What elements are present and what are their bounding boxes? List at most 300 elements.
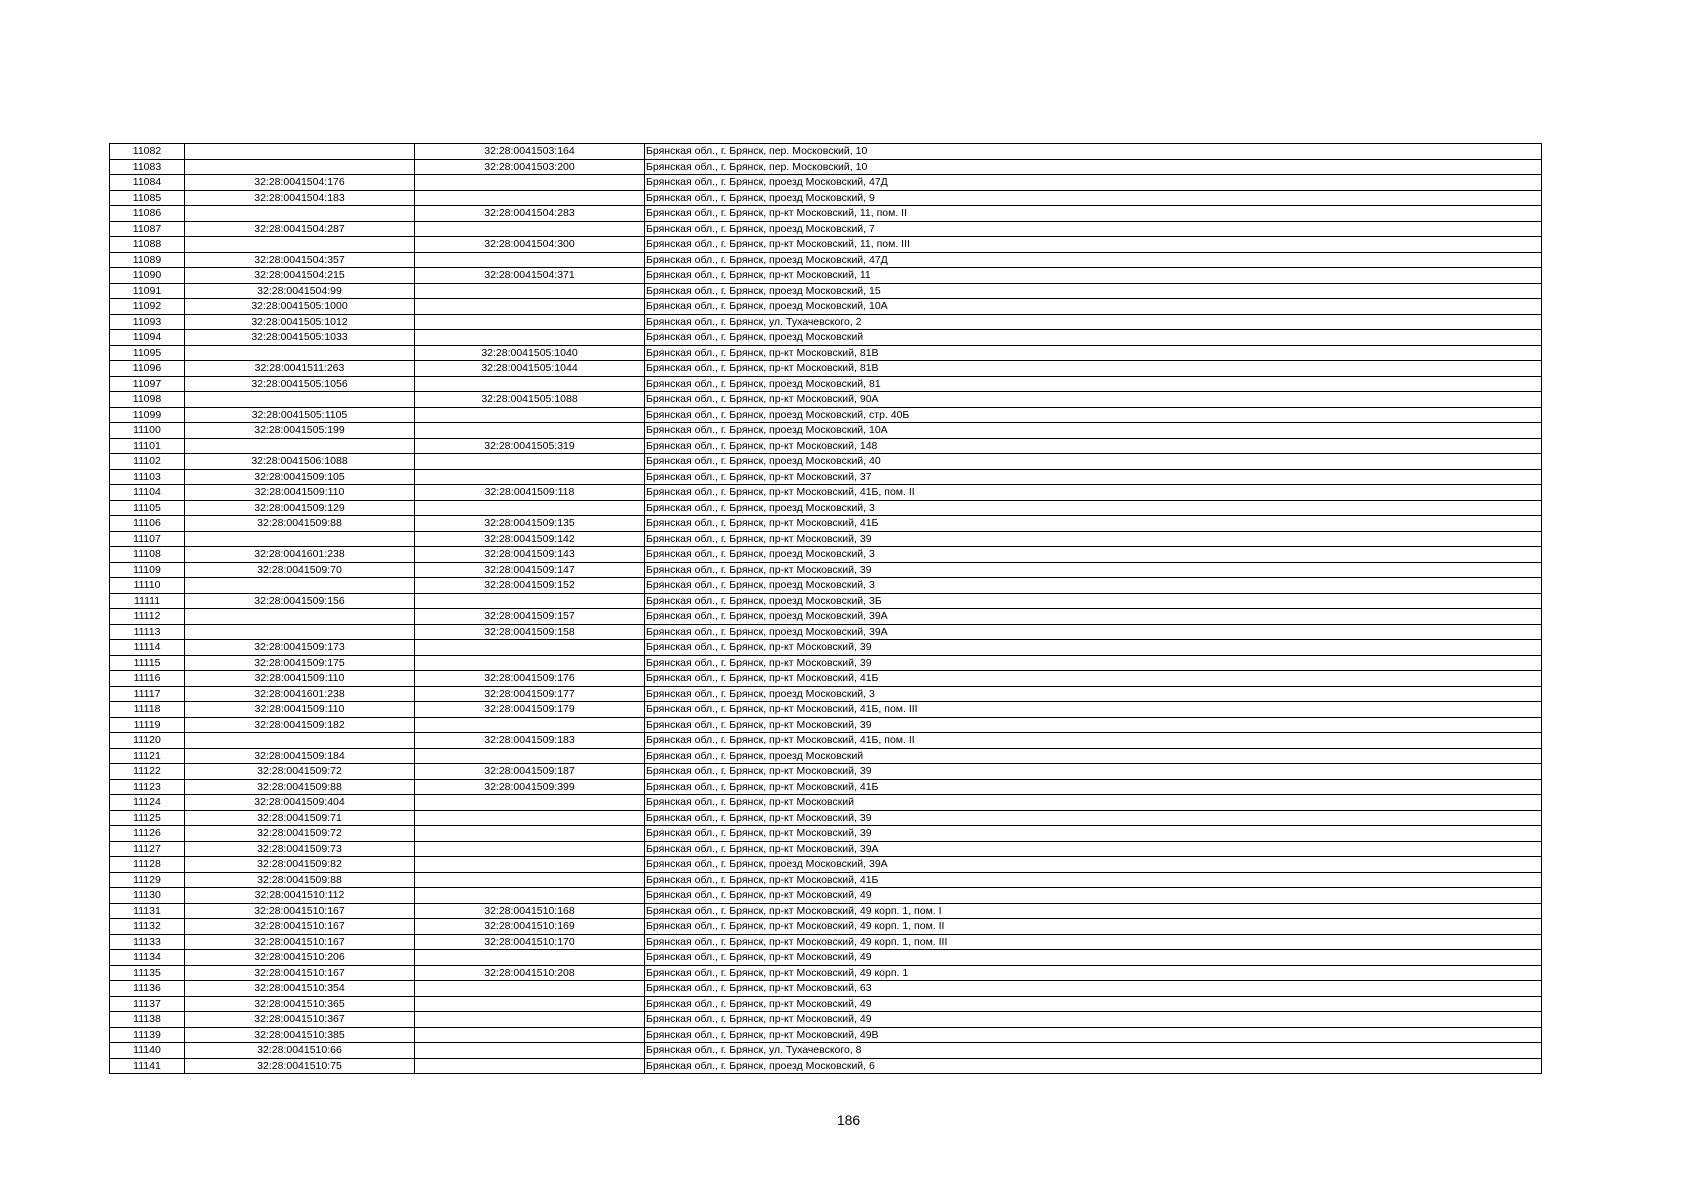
object-number-cell: [415, 841, 645, 857]
parcel-number-cell: 32:28:0041505:1056: [185, 376, 415, 392]
row-number-cell: 11114: [110, 640, 185, 656]
address-cell: Брянская обл., г. Брянск, пр-кт Московский, 41Б: [645, 779, 1542, 795]
row-number-cell: 11093: [110, 314, 185, 330]
parcel-number-cell: 32:28:0041510:354: [185, 981, 415, 997]
parcel-number-cell: 32:28:0041509:88: [185, 516, 415, 532]
object-number-cell: 32:28:0041509:157: [415, 609, 645, 625]
object-number-cell: 32:28:0041509:187: [415, 764, 645, 780]
address-cell: Брянская обл., г. Брянск, проезд Московский, 10А: [645, 299, 1542, 315]
parcel-number-cell: 32:28:0041509:182: [185, 717, 415, 733]
row-number-cell: 11131: [110, 903, 185, 919]
row-number-cell: 11087: [110, 221, 185, 237]
row-number-cell: 11094: [110, 330, 185, 346]
table-row: [110, 516, 1542, 532]
parcel-number-cell: 32:28:0041504:99: [185, 283, 415, 299]
address-cell: Брянская обл., г. Брянск, пр-кт Московский, 49: [645, 996, 1542, 1012]
parcel-number-cell: 32:28:0041506:1088: [185, 454, 415, 470]
object-number-cell: 32:28:0041505:1040: [415, 345, 645, 361]
table-row: [110, 423, 1542, 439]
row-number-cell: 11116: [110, 671, 185, 687]
row-number-cell: 11125: [110, 810, 185, 826]
address-cell: Брянская обл., г. Брянск, ул. Тухачевского, 8: [645, 1043, 1542, 1059]
row-number-cell: 11098: [110, 392, 185, 408]
address-cell: Брянская обл., г. Брянск, проезд Московский, 3: [645, 547, 1542, 563]
parcel-number-cell: 32:28:0041505:199: [185, 423, 415, 439]
parcel-number-cell: 32:28:0041505:1033: [185, 330, 415, 346]
object-number-cell: [415, 640, 645, 656]
table-row: [110, 981, 1542, 997]
parcel-number-cell: [185, 624, 415, 640]
parcel-number-cell: [185, 159, 415, 175]
parcel-number-cell: [185, 206, 415, 222]
object-number-cell: [415, 1027, 645, 1043]
address-cell: Брянская обл., г. Брянск, пер. Московский, 10: [645, 159, 1542, 175]
object-number-cell: [415, 283, 645, 299]
parcel-number-cell: 32:28:0041509:173: [185, 640, 415, 656]
object-number-cell: 32:28:0041505:319: [415, 438, 645, 454]
table-row: [110, 686, 1542, 702]
row-number-cell: 11084: [110, 175, 185, 191]
address-cell: Брянская обл., г. Брянск, пр-кт Московский, 49 корп. 1: [645, 965, 1542, 981]
parcel-number-cell: 32:28:0041504:357: [185, 252, 415, 268]
address-cell: Брянская обл., г. Брянск, проезд Московский, 3: [645, 578, 1542, 594]
address-cell: Брянская обл., г. Брянск, проезд Московский, 3: [645, 500, 1542, 516]
address-cell: Брянская обл., г. Брянск, проезд Московский, 3: [645, 686, 1542, 702]
table-row: [110, 593, 1542, 609]
address-cell: Брянская обл., г. Брянск, пр-кт Московский, 39: [645, 655, 1542, 671]
address-cell: Брянская обл., г. Брянск, проезд Московский, 40: [645, 454, 1542, 470]
table-row: [110, 175, 1542, 191]
address-cell: Брянская обл., г. Брянск, проезд Московский: [645, 330, 1542, 346]
row-number-cell: 11123: [110, 779, 185, 795]
address-cell: Брянская обл., г. Брянск, проезд Московский, 15: [645, 283, 1542, 299]
address-cell: Брянская обл., г. Брянск, пр-кт Московский, 39: [645, 640, 1542, 656]
table-body: [110, 144, 1542, 1074]
object-number-cell: 32:28:0041509:399: [415, 779, 645, 795]
object-number-cell: [415, 190, 645, 206]
parcel-number-cell: [185, 609, 415, 625]
object-number-cell: 32:28:0041510:170: [415, 934, 645, 950]
row-number-cell: 11112: [110, 609, 185, 625]
parcel-number-cell: 32:28:0041509:82: [185, 857, 415, 873]
row-number-cell: 11132: [110, 919, 185, 935]
parcel-number-cell: 32:28:0041510:367: [185, 1012, 415, 1028]
address-cell: Брянская обл., г. Брянск, пр-кт Московский, 11, пом. III: [645, 237, 1542, 253]
row-number-cell: 11102: [110, 454, 185, 470]
parcel-number-cell: 32:28:0041510:167: [185, 965, 415, 981]
row-number-cell: 11106: [110, 516, 185, 532]
object-number-cell: 32:28:0041504:300: [415, 237, 645, 253]
row-number-cell: 11083: [110, 159, 185, 175]
parcel-number-cell: 32:28:0041504:287: [185, 221, 415, 237]
table-row: [110, 857, 1542, 873]
row-number-cell: 11133: [110, 934, 185, 950]
row-number-cell: 11108: [110, 547, 185, 563]
address-cell: Брянская обл., г. Брянск, проезд Московский, 39А: [645, 624, 1542, 640]
parcel-number-cell: 32:28:0041510:75: [185, 1058, 415, 1074]
object-number-cell: 32:28:0041504:371: [415, 268, 645, 284]
parcel-number-cell: 32:28:0041510:385: [185, 1027, 415, 1043]
row-number-cell: 11121: [110, 748, 185, 764]
parcel-number-cell: 32:28:0041509:88: [185, 872, 415, 888]
object-number-cell: [415, 795, 645, 811]
object-number-cell: 32:28:0041504:283: [415, 206, 645, 222]
address-cell: Брянская обл., г. Брянск, пр-кт Московский, 49: [645, 1012, 1542, 1028]
parcel-number-cell: 32:28:0041505:1000: [185, 299, 415, 315]
address-cell: Брянская обл., г. Брянск, пер. Московский, 10: [645, 144, 1542, 160]
object-number-cell: 32:28:0041509:135: [415, 516, 645, 532]
parcel-number-cell: 32:28:0041509:110: [185, 702, 415, 718]
row-number-cell: 11130: [110, 888, 185, 904]
address-cell: Брянская обл., г. Брянск, пр-кт Московский, 39: [645, 764, 1542, 780]
row-number-cell: 11090: [110, 268, 185, 284]
table-row: [110, 361, 1542, 377]
table-row: [110, 702, 1542, 718]
table-row: [110, 578, 1542, 594]
address-cell: Брянская обл., г. Брянск, пр-кт Московский, 41Б: [645, 872, 1542, 888]
address-cell: Брянская обл., г. Брянск, пр-кт Московский, 41Б, пом. III: [645, 702, 1542, 718]
table-row: [110, 795, 1542, 811]
address-cell: Брянская обл., г. Брянск, пр-кт Московский, 41Б, пом. II: [645, 733, 1542, 749]
parcel-number-cell: 32:28:0041509:404: [185, 795, 415, 811]
table-row: [110, 562, 1542, 578]
row-number-cell: 11128: [110, 857, 185, 873]
address-cell: Брянская обл., г. Брянск, проезд Московский, стр. 40Б: [645, 407, 1542, 423]
table-row: [110, 655, 1542, 671]
address-cell: Брянская обл., г. Брянск, пр-кт Московский, 39А: [645, 841, 1542, 857]
object-number-cell: [415, 407, 645, 423]
parcel-number-cell: 32:28:0041510:167: [185, 919, 415, 935]
object-number-cell: [415, 748, 645, 764]
row-number-cell: 11095: [110, 345, 185, 361]
parcel-number-cell: 32:28:0041509:156: [185, 593, 415, 609]
table-row: [110, 950, 1542, 966]
row-number-cell: 11135: [110, 965, 185, 981]
object-number-cell: 32:28:0041510:169: [415, 919, 645, 935]
address-cell: Брянская обл., г. Брянск, проезд Московский, 47Д: [645, 252, 1542, 268]
table-row: [110, 872, 1542, 888]
parcel-number-cell: [185, 578, 415, 594]
parcel-number-cell: 32:28:0041505:1105: [185, 407, 415, 423]
parcel-number-cell: [185, 733, 415, 749]
object-number-cell: [415, 1043, 645, 1059]
parcel-number-cell: 32:28:0041509:71: [185, 810, 415, 826]
row-number-cell: 11126: [110, 826, 185, 842]
parcel-number-cell: [185, 438, 415, 454]
address-cell: Брянская обл., г. Брянск, пр-кт Московский, 63: [645, 981, 1542, 997]
object-number-cell: 32:28:0041509:176: [415, 671, 645, 687]
object-number-cell: 32:28:0041510:208: [415, 965, 645, 981]
address-cell: Брянская обл., г. Брянск, пр-кт Московский, 81В: [645, 345, 1542, 361]
address-cell: Брянская обл., г. Брянск, пр-кт Московский, 49 корп. 1, пом. II: [645, 919, 1542, 935]
table-row: [110, 810, 1542, 826]
parcel-number-cell: 32:28:0041509:105: [185, 469, 415, 485]
row-number-cell: 11096: [110, 361, 185, 377]
parcel-number-cell: 32:28:0041505:1012: [185, 314, 415, 330]
object-number-cell: [415, 593, 645, 609]
address-cell: Брянская обл., г. Брянск, пр-кт Московский, 11, пом. II: [645, 206, 1542, 222]
row-number-cell: 11111: [110, 593, 185, 609]
parcel-number-cell: 32:28:0041504:176: [185, 175, 415, 191]
row-number-cell: 11105: [110, 500, 185, 516]
table-row: [110, 252, 1542, 268]
parcel-number-cell: 32:28:0041510:112: [185, 888, 415, 904]
table-row: [110, 1012, 1542, 1028]
row-number-cell: 11140: [110, 1043, 185, 1059]
address-cell: Брянская обл., г. Брянск, пр-кт Московский, 41Б: [645, 516, 1542, 532]
row-number-cell: 11138: [110, 1012, 185, 1028]
row-number-cell: 11099: [110, 407, 185, 423]
parcel-number-cell: 32:28:0041509:88: [185, 779, 415, 795]
table-row: [110, 454, 1542, 470]
table-row: [110, 485, 1542, 501]
address-cell: Брянская обл., г. Брянск, проезд Московский, 81: [645, 376, 1542, 392]
address-cell: Брянская обл., г. Брянск, пр-кт Московский, 37: [645, 469, 1542, 485]
address-cell: Брянская обл., г. Брянск, пр-кт Московский, 11: [645, 268, 1542, 284]
row-number-cell: 11129: [110, 872, 185, 888]
table-row: [110, 531, 1542, 547]
table-row: [110, 733, 1542, 749]
object-number-cell: [415, 252, 645, 268]
object-number-cell: 32:28:0041503:200: [415, 159, 645, 175]
parcel-number-cell: [185, 237, 415, 253]
table-row: [110, 671, 1542, 687]
row-number-cell: 11139: [110, 1027, 185, 1043]
parcel-number-cell: 32:28:0041509:184: [185, 748, 415, 764]
row-number-cell: 11137: [110, 996, 185, 1012]
address-cell: Брянская обл., г. Брянск, пр-кт Московский, 39: [645, 562, 1542, 578]
parcel-number-cell: 32:28:0041510:365: [185, 996, 415, 1012]
row-number-cell: 11115: [110, 655, 185, 671]
row-number-cell: 11120: [110, 733, 185, 749]
address-cell: Брянская обл., г. Брянск, пр-кт Московский, 49В: [645, 1027, 1542, 1043]
object-number-cell: 32:28:0041509:143: [415, 547, 645, 563]
parcel-number-cell: 32:28:0041510:167: [185, 934, 415, 950]
address-cell: Брянская обл., г. Брянск, пр-кт Московский, 148: [645, 438, 1542, 454]
table-row: [110, 268, 1542, 284]
parcel-number-cell: 32:28:0041509:110: [185, 671, 415, 687]
object-number-cell: [415, 872, 645, 888]
row-number-cell: 11103: [110, 469, 185, 485]
row-number-cell: 11109: [110, 562, 185, 578]
address-cell: Брянская обл., г. Брянск, пр-кт Московский, 41Б, пом. II: [645, 485, 1542, 501]
object-number-cell: [415, 314, 645, 330]
table-row: [110, 640, 1542, 656]
row-number-cell: 11086: [110, 206, 185, 222]
object-number-cell: 32:28:0041509:147: [415, 562, 645, 578]
row-number-cell: 11113: [110, 624, 185, 640]
address-cell: Брянская обл., г. Брянск, пр-кт Московский, 49: [645, 888, 1542, 904]
row-number-cell: 11110: [110, 578, 185, 594]
parcel-number-cell: 32:28:0041511:263: [185, 361, 415, 377]
object-number-cell: [415, 1012, 645, 1028]
address-cell: Брянская обл., г. Брянск, проезд Московский, 9: [645, 190, 1542, 206]
table-row: [110, 934, 1542, 950]
table-row: [110, 159, 1542, 175]
row-number-cell: 11089: [110, 252, 185, 268]
page-number: 186: [836, 1112, 861, 1128]
parcel-number-cell: 32:28:0041509:73: [185, 841, 415, 857]
address-cell: Брянская обл., г. Брянск, проезд Московский, 3Б: [645, 593, 1542, 609]
parcel-number-cell: 32:28:0041509:72: [185, 826, 415, 842]
object-number-cell: [415, 857, 645, 873]
address-cell: Брянская обл., г. Брянск, проезд Московский, 10А: [645, 423, 1542, 439]
object-number-cell: [415, 221, 645, 237]
row-number-cell: 11127: [110, 841, 185, 857]
address-cell: Брянская обл., г. Брянск, проезд Московский, 47Д: [645, 175, 1542, 191]
table-row: [110, 996, 1542, 1012]
table-row: [110, 345, 1542, 361]
table-row: [110, 888, 1542, 904]
row-number-cell: 11117: [110, 686, 185, 702]
table-row: [110, 237, 1542, 253]
table-row: [110, 206, 1542, 222]
row-number-cell: 11088: [110, 237, 185, 253]
object-number-cell: [415, 175, 645, 191]
table-row: [110, 826, 1542, 842]
parcel-number-cell: 32:28:0041601:238: [185, 686, 415, 702]
table-row: [110, 469, 1542, 485]
address-cell: Брянская обл., г. Брянск, проезд Московский, 39А: [645, 609, 1542, 625]
object-number-cell: [415, 376, 645, 392]
object-number-cell: 32:28:0041503:164: [415, 144, 645, 160]
parcel-number-cell: 32:28:0041510:167: [185, 903, 415, 919]
address-cell: Брянская обл., г. Брянск, проезд Московский, 6: [645, 1058, 1542, 1074]
row-number-cell: 11118: [110, 702, 185, 718]
parcel-number-cell: 32:28:0041504:215: [185, 268, 415, 284]
object-number-cell: [415, 996, 645, 1012]
parcel-number-cell: 32:28:0041509:175: [185, 655, 415, 671]
table-row: [110, 190, 1542, 206]
object-number-cell: [415, 299, 645, 315]
row-number-cell: 11119: [110, 717, 185, 733]
address-cell: Брянская обл., г. Брянск, пр-кт Московский, 49: [645, 950, 1542, 966]
object-number-cell: [415, 717, 645, 733]
row-number-cell: 11141: [110, 1058, 185, 1074]
table-row: [110, 1058, 1542, 1074]
table-row: [110, 283, 1542, 299]
object-number-cell: [415, 810, 645, 826]
row-number-cell: 11091: [110, 283, 185, 299]
object-number-cell: [415, 454, 645, 470]
object-number-cell: [415, 888, 645, 904]
row-number-cell: 11101: [110, 438, 185, 454]
object-number-cell: 32:28:0041509:118: [415, 485, 645, 501]
row-number-cell: 11082: [110, 144, 185, 160]
row-number-cell: 11100: [110, 423, 185, 439]
address-cell: Брянская обл., г. Брянск, пр-кт Московский, 90А: [645, 392, 1542, 408]
parcel-number-cell: 32:28:0041510:66: [185, 1043, 415, 1059]
object-number-cell: 32:28:0041510:168: [415, 903, 645, 919]
parcel-number-cell: 32:28:0041601:238: [185, 547, 415, 563]
table-row: [110, 717, 1542, 733]
address-cell: Брянская обл., г. Брянск, пр-кт Московский, 39: [645, 810, 1542, 826]
object-number-cell: 32:28:0041509:183: [415, 733, 645, 749]
table-row: [110, 624, 1542, 640]
address-cell: Брянская обл., г. Брянск, проезд Московский: [645, 748, 1542, 764]
table-row: [110, 609, 1542, 625]
table-row: [110, 903, 1542, 919]
parcel-number-cell: 32:28:0041509:72: [185, 764, 415, 780]
object-number-cell: 32:28:0041509:152: [415, 578, 645, 594]
object-number-cell: 32:28:0041505:1044: [415, 361, 645, 377]
row-number-cell: 11134: [110, 950, 185, 966]
address-cell: Брянская обл., г. Брянск, пр-кт Московский, 39: [645, 826, 1542, 842]
object-number-cell: [415, 500, 645, 516]
row-number-cell: 11085: [110, 190, 185, 206]
table-row: [110, 841, 1542, 857]
parcel-number-cell: [185, 144, 415, 160]
address-cell: Брянская обл., г. Брянск, пр-кт Московский, 49 корп. 1, пом. I: [645, 903, 1542, 919]
table-row: [110, 438, 1542, 454]
parcel-number-cell: 32:28:0041510:206: [185, 950, 415, 966]
address-cell: Брянская обл., г. Брянск, пр-кт Московский, 39: [645, 717, 1542, 733]
table-row: [110, 299, 1542, 315]
object-number-cell: [415, 826, 645, 842]
row-number-cell: 11097: [110, 376, 185, 392]
table-row: [110, 547, 1542, 563]
parcel-number-cell: 32:28:0041509:110: [185, 485, 415, 501]
object-number-cell: [415, 330, 645, 346]
object-number-cell: 32:28:0041509:142: [415, 531, 645, 547]
object-number-cell: 32:28:0041505:1088: [415, 392, 645, 408]
row-number-cell: 11122: [110, 764, 185, 780]
row-number-cell: 11107: [110, 531, 185, 547]
table-row: [110, 748, 1542, 764]
row-number-cell: 11124: [110, 795, 185, 811]
row-number-cell: 11104: [110, 485, 185, 501]
table-row: [110, 314, 1542, 330]
table-row: [110, 392, 1542, 408]
object-number-cell: [415, 469, 645, 485]
table-row: [110, 764, 1542, 780]
object-number-cell: [415, 981, 645, 997]
object-number-cell: [415, 655, 645, 671]
parcel-number-cell: [185, 531, 415, 547]
row-number-cell: 11136: [110, 981, 185, 997]
table-row: [110, 1043, 1542, 1059]
table-row: [110, 221, 1542, 237]
table-row: [110, 500, 1542, 516]
parcel-number-cell: [185, 345, 415, 361]
table-row: [110, 376, 1542, 392]
table-row: [110, 919, 1542, 935]
table-row: [110, 779, 1542, 795]
parcel-number-cell: 32:28:0041504:183: [185, 190, 415, 206]
address-cell: Брянская обл., г. Брянск, пр-кт Московский, 49 корп. 1, пом. III: [645, 934, 1542, 950]
table-row: [110, 1027, 1542, 1043]
object-number-cell: [415, 1058, 645, 1074]
object-number-cell: 32:28:0041509:177: [415, 686, 645, 702]
address-cell: Брянская обл., г. Брянск, проезд Московский, 7: [645, 221, 1542, 237]
address-cell: Брянская обл., г. Брянск, пр-кт Московский, 41Б: [645, 671, 1542, 687]
table-row: [110, 144, 1542, 160]
address-cell: Брянская обл., г. Брянск, пр-кт Московский: [645, 795, 1542, 811]
table-row: [110, 330, 1542, 346]
object-number-cell: 32:28:0041509:179: [415, 702, 645, 718]
cadastral-table: [109, 143, 1542, 1074]
parcel-number-cell: 32:28:0041509:129: [185, 500, 415, 516]
address-cell: Брянская обл., г. Брянск, пр-кт Московский, 39: [645, 531, 1542, 547]
parcel-number-cell: [185, 392, 415, 408]
address-cell: Брянская обл., г. Брянск, проезд Московский, 39А: [645, 857, 1542, 873]
address-cell: Брянская обл., г. Брянск, ул. Тухачевского, 2: [645, 314, 1542, 330]
address-cell: Брянская обл., г. Брянск, пр-кт Московский, 81В: [645, 361, 1542, 377]
object-number-cell: [415, 950, 645, 966]
row-number-cell: 11092: [110, 299, 185, 315]
object-number-cell: [415, 423, 645, 439]
parcel-number-cell: 32:28:0041509:70: [185, 562, 415, 578]
